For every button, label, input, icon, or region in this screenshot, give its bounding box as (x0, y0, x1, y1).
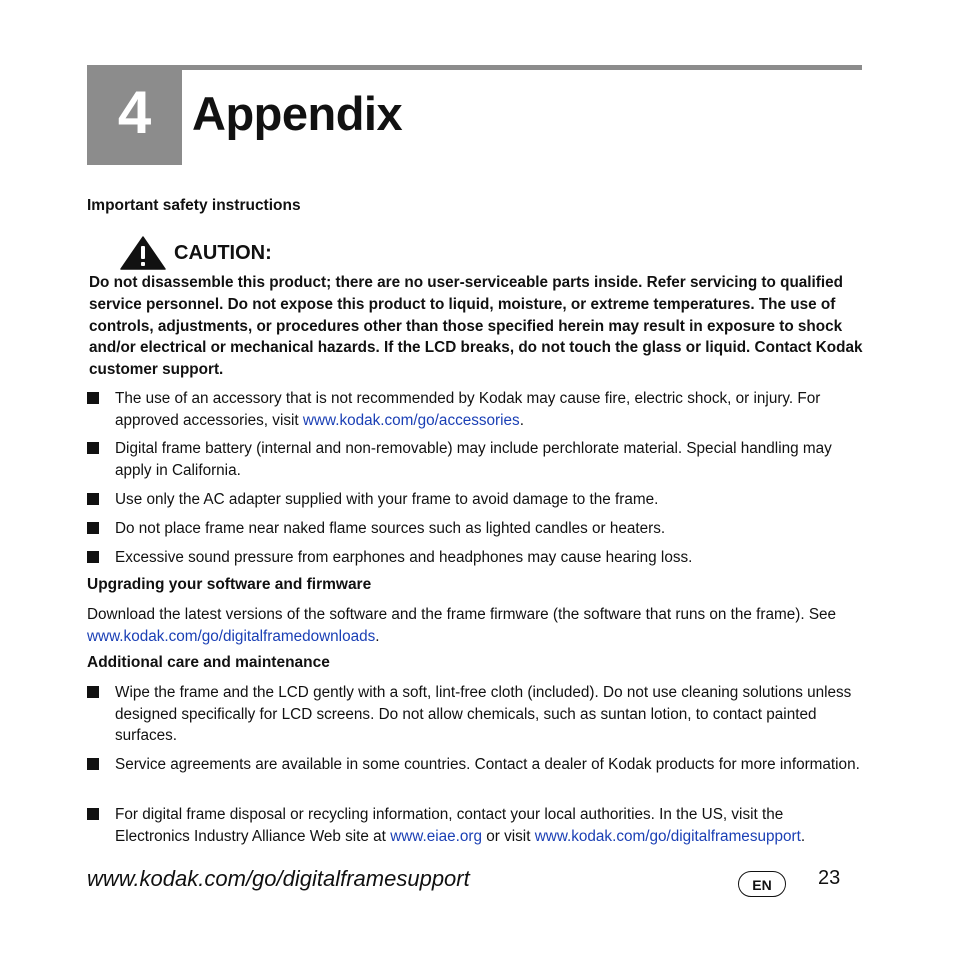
chapter-number: 4 (87, 65, 182, 165)
square-bullet-icon (87, 758, 99, 770)
upgrading-heading: Upgrading your software and firmware (87, 576, 372, 593)
list-item: Wipe the frame and the LCD gently with a soft, lint-free cloth (included). Do not use cleaning solutions unless designed specifically for LCD screens. Do not allow chemicals, such as suntan lotion, to contact painted surfaces. (87, 682, 862, 747)
chapter-rule (87, 65, 862, 70)
eiae-link[interactable]: www.eiae.org (390, 827, 483, 845)
frame-support-link[interactable]: www.kodak.com/go/digitalframesupport (534, 827, 801, 845)
square-bullet-icon (87, 392, 99, 404)
language-badge: EN (738, 871, 786, 897)
upgrading-text: Download the latest versions of the software and the frame firmware (the software that runs on the frame). See www.kodak.com/go/digitalframedownloads. (87, 606, 837, 645)
list-item: The use of an accessory that is not recommended by Kodak may cause fire, electric shock, or injury. For approved accessories, visit www.kodak.com/go/accessories. (87, 388, 862, 431)
caution-label: CAUTION: (174, 241, 272, 264)
square-bullet-icon (87, 522, 99, 534)
list-item: Use only the AC adapter supplied with your frame to avoid damage to the frame. (87, 489, 862, 511)
caution-header (120, 236, 272, 270)
list-item: For digital frame disposal or recycling information, contact your local authorities. In the US, visit the Electronics Industry Alliance Web site at www.eiae.org or visit www.kodak.com/go/digitalframesupport. (87, 804, 862, 847)
footer-url: www.kodak.com/go/digitalframesupport (87, 866, 470, 891)
list-item: Excessive sound pressure from earphones and headphones may cause hearing loss. (87, 547, 862, 569)
square-bullet-icon (87, 686, 99, 698)
care-heading: Additional care and maintenance (87, 654, 330, 671)
accessories-link[interactable]: www.kodak.com/go/accessories (302, 411, 520, 429)
list-item: Do not place frame near naked flame sources such as lighted candles or heaters. (87, 518, 862, 540)
square-bullet-icon (87, 808, 99, 820)
page-number: 23 (818, 867, 841, 889)
square-bullet-icon (87, 493, 99, 505)
square-bullet-icon (87, 442, 99, 454)
chapter-title: Appendix (192, 87, 403, 140)
list-item: Service agreements are available in some countries. Contact a dealer of Kodak products for more information. (87, 754, 862, 776)
warning-triangle-icon (120, 236, 166, 270)
list-item: Digital frame battery (internal and non-removable) may include perchlorate material. Special handling may apply in California. (87, 438, 862, 481)
downloads-link[interactable]: www.kodak.com/go/digitalframedownloads (87, 627, 376, 645)
caution-text: Do not disassemble this product; there are no user-serviceable parts inside. Refer servicing to qualified service personnel. Do not expose this product to liquid, moisture, or extreme temperatures. The use of controls, adjustments, or procedures other than those specified herein may result in exposure to shock and/or electrical or mechanical hazards. If the LCD breaks, do not touch the glass or liquid. Contact Kodak customer support. (89, 274, 863, 379)
square-bullet-icon (87, 551, 99, 563)
safety-heading: Important safety instructions (87, 197, 301, 214)
